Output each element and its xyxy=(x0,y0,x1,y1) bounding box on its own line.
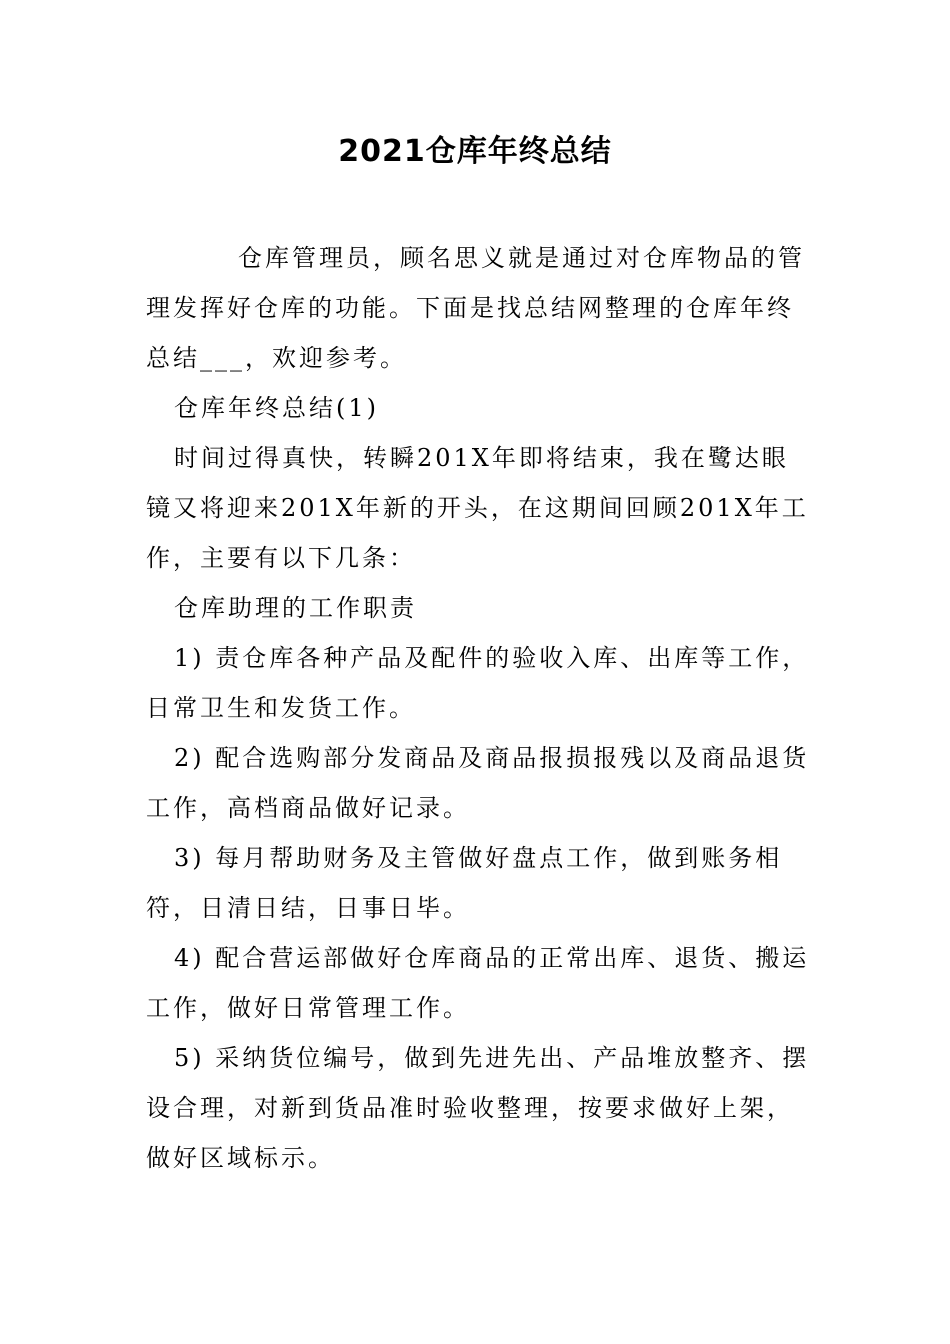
document-body xyxy=(146,233,810,1183)
subsection-heading: 仓库助理的工作职责 xyxy=(174,594,417,622)
list-item: 3) 每月帮助财务及主管做好盘点工作，做到账务相符，日清日结，日事日毕。 xyxy=(146,844,783,922)
section-heading: 仓库年终总结(1) xyxy=(174,394,379,422)
body-paragraph: 时间过得真快，转瞬201X年即将结束，我在鹭达眼镜又将迎来201X年新的开头，在这期间回顾201X年工作，主要有以下几条： xyxy=(146,444,809,572)
document-title: 2021仓库年终总结 xyxy=(338,134,612,169)
list-item: 2) 配合选购部分发商品及商品报损报残以及商品退货工作，高档商品做好记录。 xyxy=(146,744,810,822)
list-item: 4) 配合营运部做好仓库商品的正常出库、退货、搬运工作，做好日常管理工作。 xyxy=(146,944,810,1022)
list-item: 5) 采纳货位编号，做到先进先出、产品堆放整齐、摆设合理，对新到货品准时验收整理，按要求做好上架，做好区域标示。 xyxy=(146,1044,810,1172)
list-item: 1) 责仓库各种产品及配件的验收入库、出库等工作，日常卫生和发货工作。 xyxy=(146,644,810,722)
intro-paragraph: 仓库管理员，顾名思义就是通过对仓库物品的管理发挥好仓库的功能。下面是找总结网整理的仓库年终总结___，欢迎参考。 xyxy=(146,244,805,372)
